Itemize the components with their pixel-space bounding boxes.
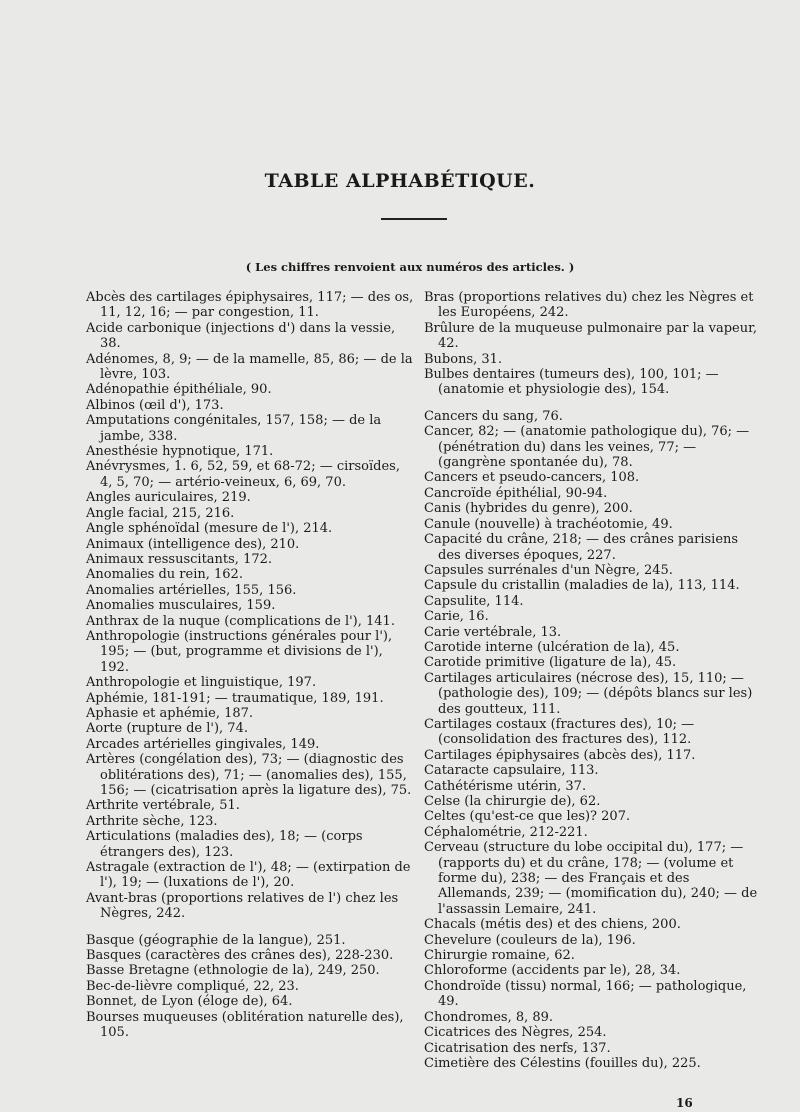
index-entry: Celtes (qu'est-ce que les)? 207. — [424, 809, 631, 825]
index-entry: Arcades artérielles gingivales, 149. — [86, 736, 320, 752]
index-entry: Cathétérisme utérin, 37. — [424, 778, 587, 794]
index-note: ( Les chiffres renvoient aux numéros des articles. ) — [245, 260, 575, 274]
index-column-left — [86, 290, 414, 1041]
index-entry: Capsule du cristallin (maladies de la), 113, 114. — [424, 578, 740, 594]
index-entry: Cancers et pseudo-cancers, 108. — [424, 470, 640, 486]
index-entry: Arthrite sèche, 123. — [86, 813, 218, 829]
index-entry: Chirurgie romaine, 62. — [424, 948, 575, 964]
index-entry: Anomalies artérielles, 155, 156. — [86, 582, 297, 598]
page-number: 16 — [676, 1096, 693, 1110]
index-entry: Arthrite vertébrale, 51. — [86, 798, 240, 814]
index-entry: Bec-de-lièvre compliqué, 22, 23. — [86, 978, 299, 994]
index-entry: Anévrysmes, 1. 6, 52, 59, et 68-72; — cirsoïdes, 4, 5, 70; — artério-veineux, 6, 69, 70. — [86, 459, 400, 490]
index-entry: Aorte (rupture de l'), 74. — [86, 721, 248, 737]
index-entry: Carie, 16. — [424, 609, 489, 625]
index-entry: Cerveau (structure du lobe occipital du), 177; — (rapports du) et du crâne, 178; — (volume et forme du), 238; — des Français et des Allemands, 239; — (momification du), 240; — de l'assassin Lemaire, 241. — [424, 840, 758, 917]
index-entry: Brûlure de la muqueuse pulmonaire par la vapeur, 42. — [424, 320, 758, 352]
index-entry: Cartilages costaux (fractures des), 10; — (consolidation des fractures des), 112. — [424, 716, 695, 748]
index-entry: Cancer, 82; — (anatomie pathologique du), 76; — (pénétration du) dans les veines, 77; — (gangrène spontanée du), 78. — [424, 424, 750, 471]
index-entry: Carie vertébrale, 13. — [424, 624, 562, 640]
index-entry: Avant-bras (proportions relatives de l') chez les Nègres, 242. — [86, 890, 399, 922]
index-entry: Celse (la chirurgie de), 62. — [424, 794, 601, 809]
index-entry: Anthropologie et linguistique, 197. — [86, 675, 317, 691]
index-entry: Chacals (métis des) et des chiens, 200. — [424, 917, 681, 933]
index-entry: Anomalies du rein, 162. — [86, 567, 243, 583]
index-entry: Chevelure (couleurs de la), 196. — [424, 932, 636, 948]
index-entry: Adénomes, 8, 9; — de la mamelle, 85, 86; — de la lèvre, 103. — [86, 351, 413, 383]
index-entry: Canis (hybrides du genre), 200. — [424, 501, 633, 517]
index-entry: Cicatrisation des nerfs, 137. — [424, 1040, 611, 1056]
index-entry: Chondroïde (tissu) normal, 166; — pathologique, 49. — [424, 978, 747, 1010]
index-entry: Angle facial, 215, 216. — [86, 505, 235, 521]
index-entry: Astragale (extraction de l'), 48; — (extirpation de l'), 19; — (luxations de l'), 20. — [86, 860, 411, 891]
index-entry: Bulbes dentaires (tumeurs des), 100, 101; — (anatomie et physiologie des), 154. — [424, 367, 719, 398]
index-entry: Cataracte capsulaire, 113. — [424, 763, 599, 779]
title-divider — [381, 218, 447, 220]
index-entry: Cancroïde épithélial, 90-94. — [424, 485, 608, 501]
index-entry: Bubons, 31. — [424, 351, 503, 367]
index-column-right — [424, 290, 762, 1071]
index-entry: Anthropologie (instructions générales pour l'), 195; — (but, programme et divisions de l'), 192. — [86, 628, 393, 675]
index-entry: Angle sphénoïdal (mesure de l'), 214. — [86, 521, 333, 537]
index-entry: Bourses muqueuses (oblitération naturelle des), 105. — [86, 1009, 404, 1041]
index-entry: Anomalies musculaires, 159. — [86, 598, 276, 614]
index-entry: Chondromes, 8, 89. — [424, 1009, 554, 1025]
index-entry: Cartilages épiphysaires (abcès des), 117. — [424, 747, 696, 763]
index-entry: Amputations congénitales, 157, 158; — de la jambe, 338. — [86, 413, 382, 444]
index-entry: Capsulite, 114. — [424, 593, 524, 609]
index-entry: Basque (géographie de la langue), 251. — [86, 932, 346, 948]
index-entry: Adénopathie épithéliale, 90. — [86, 382, 272, 398]
index-entry: Cancers du sang, 76. — [424, 408, 563, 424]
index-entry: Abcès des cartilages épiphysaires, 117; — des os, 11, 12, 16; — par congestion, 11. — [86, 290, 414, 321]
index-entry: Aphasie et aphémie, 187. — [86, 705, 254, 721]
index-entry: Bras (proportions relatives du) chez les Nègres et les Européens, 242. — [424, 290, 754, 321]
index-entry: Capacité du crâne, 218; — des crânes parisiens des diverses époques, 227. — [424, 532, 739, 563]
index-entry: Anthrax de la nuque (complications de l'), 141. — [86, 613, 395, 629]
index-entry: Albinos (œil d'), 173. — [86, 397, 224, 413]
index-entry: Cicatrices des Nègres, 254. — [424, 1025, 607, 1041]
index-entry: Acide carbonique (injections d') dans la vessie, 38. — [86, 320, 396, 352]
index-entry: Capsules surrénales d'un Nègre, 245. — [424, 562, 673, 578]
index-entry: Basques (caractères des crânes des), 228-230. — [86, 948, 394, 964]
page-title: TABLE ALPHABÉTIQUE. — [264, 170, 536, 192]
index-entry: Animaux ressuscitants, 172. — [86, 551, 273, 567]
index-entry: Animaux (intelligence des), 210. — [86, 536, 300, 552]
index-entry: Anesthésie hypnotique, 171. — [86, 444, 274, 460]
index-entry: Basse Bretagne (ethnologie de la), 249, 250. — [86, 963, 380, 979]
index-entry: Articulations (maladies des), 18; — (corps étrangers des), 123. — [86, 829, 363, 860]
index-entry: Carotide primitive (ligature de la), 45. — [424, 655, 677, 671]
index-entry: Canule (nouvelle) à trachéotomie, 49. — [424, 516, 673, 532]
index-entry: Cartilages articulaires (nécrose des), 15, 110; — (pathologie des), 109; — (dépôts blancs sur les) des goutteux, 111. — [424, 670, 753, 717]
index-entry: Céphalométrie, 212-221. — [424, 824, 588, 840]
index-entry: Cimetière des Célestins (fouilles du), 225. — [424, 1055, 701, 1071]
index-entry: Bonnet, de Lyon (éloge de), 64. — [86, 994, 293, 1010]
index-entry: Carotide interne (ulcération de la), 45. — [424, 639, 680, 655]
index-entry: Angles auriculaires, 219. — [86, 490, 251, 506]
index-entry: Artères (congélation des), 73; — (diagnostic des oblitérations des), 71; — (anomalies des), 155, 156; — (cicatrisation après la ligature des), 75. — [86, 752, 412, 798]
index-entry: Chloroforme (accidents par le), 28, 34. — [424, 963, 681, 979]
index-entry: Aphémie, 181-191; — traumatique, 189, 191. — [86, 690, 384, 706]
